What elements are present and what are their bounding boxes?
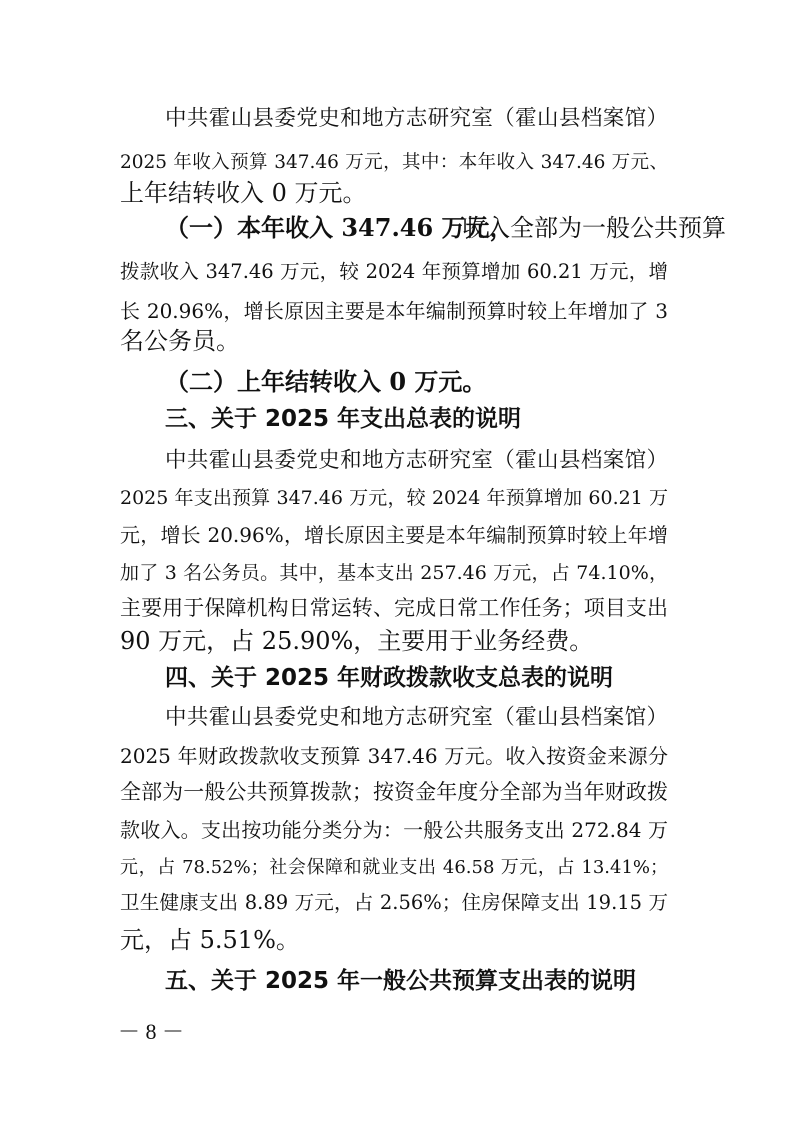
paragraph-line: 主要用于保障机构日常运转、完成日常工作任务；项目支出 <box>120 596 668 620</box>
paragraph-line: 加了 3 名公务员。其中，基本支出 257.46 万元，占 74.10%， <box>120 562 668 584</box>
paragraph-line: 全部为一般公共预算拨款；按资金年度分全部为当年财政拨 <box>120 780 668 804</box>
subheading-carryover-income: （二）上年结转收入 0 万元。 <box>165 367 487 396</box>
paragraph-line: 2025 年财政拨款收支预算 347.46 万元。收入按资金来源分 <box>120 744 668 768</box>
paragraph-line: 长 20.96%，增长原因主要是本年编制预算时较上年增加了 3 <box>120 299 668 323</box>
paragraph-line: 款收入。支出按功能分类分为：一般公共服务支出 272.84 万 <box>120 818 668 842</box>
paragraph-line: 2025 年支出预算 347.46 万元，较 2024 年预算增加 60.21 万 <box>120 487 668 509</box>
section-heading-5: 五、关于 2025 年一般公共预算支出表的说明 <box>165 968 637 994</box>
paragraph-line: 拨款收入 347.46 万元，较 2024 年预算增加 60.21 万元，增 <box>120 260 668 283</box>
section-heading-4: 四、关于 2025 年财政拨款收支总表的说明 <box>165 665 614 691</box>
subheading-current-year-income: （一）本年收入 347.46 万元， <box>165 213 514 242</box>
section-heading-3: 三、关于 2025 年支出总表的说明 <box>165 406 522 432</box>
page-number: － 8 － <box>118 1019 185 1044</box>
paragraph-line: 中共霍山县委党史和地方志研究室（霍山县档案馆） <box>165 705 668 730</box>
paragraph-line: 元，增长 20.96%，增长原因主要是本年编制预算时较上年增 <box>120 523 668 547</box>
paragraph-line: 中共霍山县委党史和地方志研究室（霍山县档案馆） <box>165 448 668 473</box>
paragraph-line: 收入全部为一般公共预算 <box>462 214 726 242</box>
paragraph-line: 2025 年收入预算 347.46 万元，其中：本年收入 347.46 万元、 <box>120 152 668 173</box>
paragraph-line: 中共霍山县委党史和地方志研究室（霍山县档案馆） <box>165 106 668 131</box>
paragraph-line: 元，占 78.52%；社会保障和就业支出 46.58 万元，占 13.41%； <box>120 857 668 878</box>
paragraph-line: 名公务员。 <box>120 327 240 355</box>
paragraph-line: 卫生健康支出 8.89 万元，占 2.56%；住房保障支出 19.15 万 <box>120 891 668 914</box>
paragraph-line: 上年结转收入 0 万元。 <box>120 179 367 207</box>
paragraph-line: 90 万元，占 25.90%，主要用于业务经费。 <box>120 627 594 655</box>
paragraph-line: 元，占 5.51%。 <box>120 926 300 954</box>
